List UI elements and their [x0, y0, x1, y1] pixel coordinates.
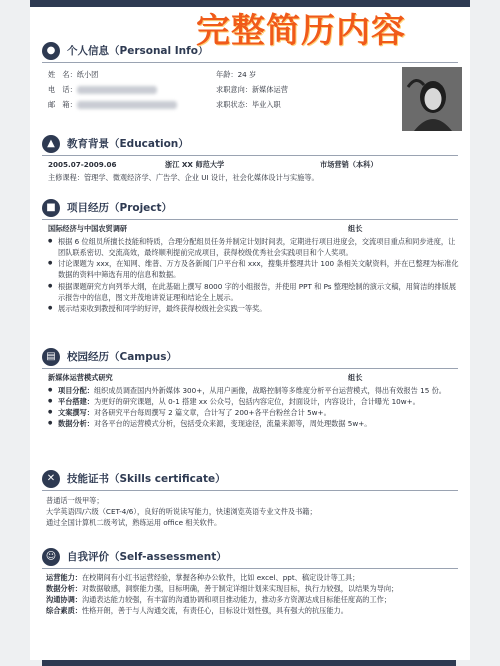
section-project-header: ■ 项目经历（Project） [42, 198, 172, 218]
briefcase-icon: ■ [42, 199, 60, 217]
list-item: 普通话一级甲等； [46, 496, 104, 505]
section-education-header: ▲ 教育背景（Education） [42, 134, 189, 154]
bottom-bar [42, 660, 456, 666]
campus-items [48, 385, 460, 430]
list-item: ● 展示结束收到教授和同学的好评，最终获得校级社会实践一等奖。 [48, 303, 460, 314]
overlay-title: 完整简历内容 [196, 11, 406, 51]
age-row: 年龄：24 岁 [216, 70, 257, 79]
phone-row: 电 话： [48, 84, 157, 95]
resume-sheet [30, 7, 470, 660]
list-item: ● 根据课题研究方向列举大纲，在此基础上撰写 8000 字的小组报告，并使用 PPT 和 Ps 整理绘制的演示文稿，用简洁的排版展示报告中的信息，图文并茂地讲说证理和结论全上展示。 [48, 281, 460, 303]
list-item: ● 数据分析：对各平台的运营模式分析，包括受众来源，变现途径，流量来源等，周处理数据 5w+。 [48, 418, 460, 429]
project-bullets [48, 236, 460, 314]
section-divider [42, 62, 458, 63]
section-divider [42, 568, 458, 569]
campus-role: 组长 [348, 373, 363, 382]
tools-icon: ✕ [42, 470, 60, 488]
education-courses: 主修课程：管理学、微观经济学、广告学、企业 UI 设计，社会化媒体设计与实施等。 [48, 173, 319, 182]
list-item: 通过全国计算机二级考试，熟练运用 office 相关软件。 [46, 518, 222, 528]
redacted-email [77, 101, 177, 109]
list-item: ● 平台搭建：为更好的研究课题，从 0-1 搭建 xx 公众号，包括内容定位，封面设计，内容设计，合计曝光 10w+。 [48, 396, 460, 407]
redacted-phone [77, 86, 157, 94]
list-item: 综合素质：性格开朗，善于与人沟通交流，有责任心，目标设计划性强，具有强大的抗压能力。 [46, 606, 348, 616]
section-divider [42, 490, 458, 491]
list-item: 沟通协调：沟通表达能力较强，有丰富的沟通协调和项目推动能力，推动多方资源达成目标能任度高的工作； [46, 595, 392, 605]
skills-list [46, 495, 458, 528]
graduation-cap-icon: ▲ [42, 135, 60, 153]
section-self-header: ☺ 自我评价（Self-assessment） [42, 547, 227, 567]
section-campus-header: ▤ 校园经历（Campus） [42, 347, 177, 367]
book-icon: ▤ [42, 348, 60, 366]
list-item: ● 文案撰写：对各研究平台每周撰写 2 篇文章，合计写了 200+各平台粉丝合计 5w+。 [48, 407, 460, 418]
list-item: 运营能力：在校期间有小红书运营经验，掌握各种办公软件，比如 excel、ppt、稿定设计等工具； [46, 573, 360, 582]
education-period: 2005.07-2009.06 [48, 160, 117, 169]
education-school: 浙江 XX 师范大学 [165, 160, 225, 169]
project-name: 国际经济与中国农贸调研 [48, 224, 128, 233]
list-item: ● 讨论课题为 xxx，在知网、维普、万方及各新闻门户平台和 xxx，搜集并整理共计 100 条相关文献资料，并在已整理为标准化数据的资料中筛选有用的信息和数据。 [48, 258, 460, 280]
section-personal-title: 个人信息（Personal Info） [67, 44, 209, 57]
user-icon: ☺ [42, 548, 60, 566]
section-skills-header: ✕ 技能证书（Skills certificate） [42, 469, 226, 489]
top-bar [30, 0, 470, 7]
status-row: 求职状态：毕业入职 [216, 100, 281, 109]
profile-photo [402, 67, 462, 131]
list-item: 大学英语四/六级（CET-4/6），良好的听说读写能力，快速浏览英语专业文件及书籍； [46, 507, 317, 517]
project-role: 组长 [348, 224, 363, 233]
portrait-image [402, 67, 462, 131]
self-items [46, 572, 458, 617]
section-divider [42, 155, 458, 156]
name-row: 姓 名：纸小团 [48, 70, 99, 79]
section-divider [42, 368, 458, 369]
education-major: 市场营销（本科） [320, 160, 378, 169]
intent-row: 求职意向：新媒体运营 [216, 85, 288, 94]
campus-name: 新媒体运营模式研究 [48, 373, 113, 382]
email-row: 邮 箱： [48, 99, 177, 110]
section-personal-header [42, 41, 208, 61]
list-item: 数据分析：对数据敏感，洞察能力强，目标明确，善于制定详细计划来实现目标，执行力较强，以结果为导向； [46, 584, 399, 594]
section-divider [42, 219, 458, 220]
list-item: ● 项目分配：组织成员调查国内外新媒体 300+，从用户画像，战略控制等多维度分析平台运营模式，得出有效报告 15 份。 [48, 385, 460, 396]
list-item: ● 根据 6 位组员所擅长技能和特质，合理分配组员任务并制定计划时间表，定期进行项目进度会，交流项目重点和同步进度，让团队联系密切、交流高效，最终顺利提前完成项目，获得校级优秀社会实践项目和个人奖项。 [48, 236, 460, 258]
person-icon: ● [42, 42, 60, 60]
